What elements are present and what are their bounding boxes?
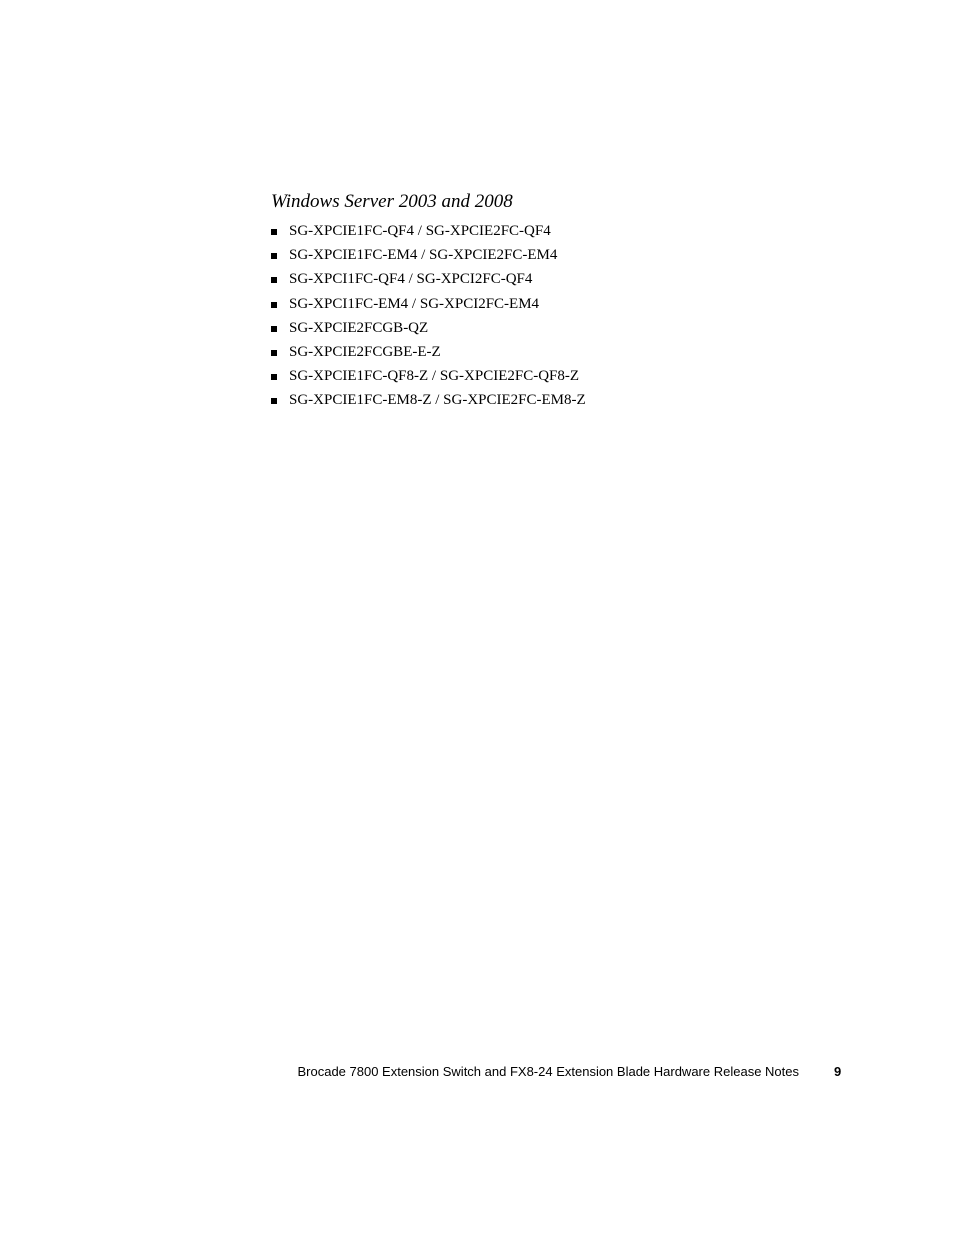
list-item-text: SG-XPCI1FC-EM4 / SG-XPCI2FC-EM4 [289, 295, 540, 312]
list-item-text: SG-XPCIE2FCGBE-E-Z [289, 344, 441, 361]
bullet-square-icon [271, 253, 277, 259]
list-item [271, 267, 871, 291]
page-footer [0, 1063, 954, 1081]
list-item-text: SG-XPCIE2FCGB-QZ [289, 319, 429, 336]
list-item-text: SG-XPCIE1FC-EM4 / SG-XPCIE2FC-EM4 [289, 247, 558, 264]
bullet-square-icon [271, 374, 277, 380]
list-item-text: SG-XPCIE1FC-EM8-Z / SG-XPCIE2FC-EM8-Z [289, 392, 586, 409]
bullet-square-icon [271, 229, 277, 235]
bullet-square-icon [271, 277, 277, 283]
list-item-text: SG-XPCI1FC-QF4 / SG-XPCI2FC-QF4 [289, 271, 533, 288]
list-item-text: SG-XPCIE1FC-QF8-Z / SG-XPCIE2FC-QF8-Z [289, 368, 580, 385]
page-number: 9 [834, 1064, 842, 1079]
footer-document-title: Brocade 7800 Extension Switch and FX8-24 Extension Blade Hardware Release Notes [297, 1064, 799, 1079]
list-item [271, 364, 871, 388]
part-number-list [271, 219, 871, 413]
bullet-square-icon [271, 302, 277, 308]
bullet-square-icon [271, 398, 277, 404]
list-item [271, 292, 871, 316]
list-item [271, 219, 871, 243]
bullet-square-icon [271, 350, 277, 356]
list-item [271, 340, 871, 364]
bullet-square-icon [271, 326, 277, 332]
list-item [271, 388, 871, 412]
list-item [271, 243, 871, 267]
os-section [271, 190, 871, 413]
list-item-text: SG-XPCIE1FC-QF4 / SG-XPCIE2FC-QF4 [289, 223, 551, 239]
list-item [271, 316, 871, 340]
section-heading: Windows Server 2003 and 2008 [271, 191, 513, 212]
